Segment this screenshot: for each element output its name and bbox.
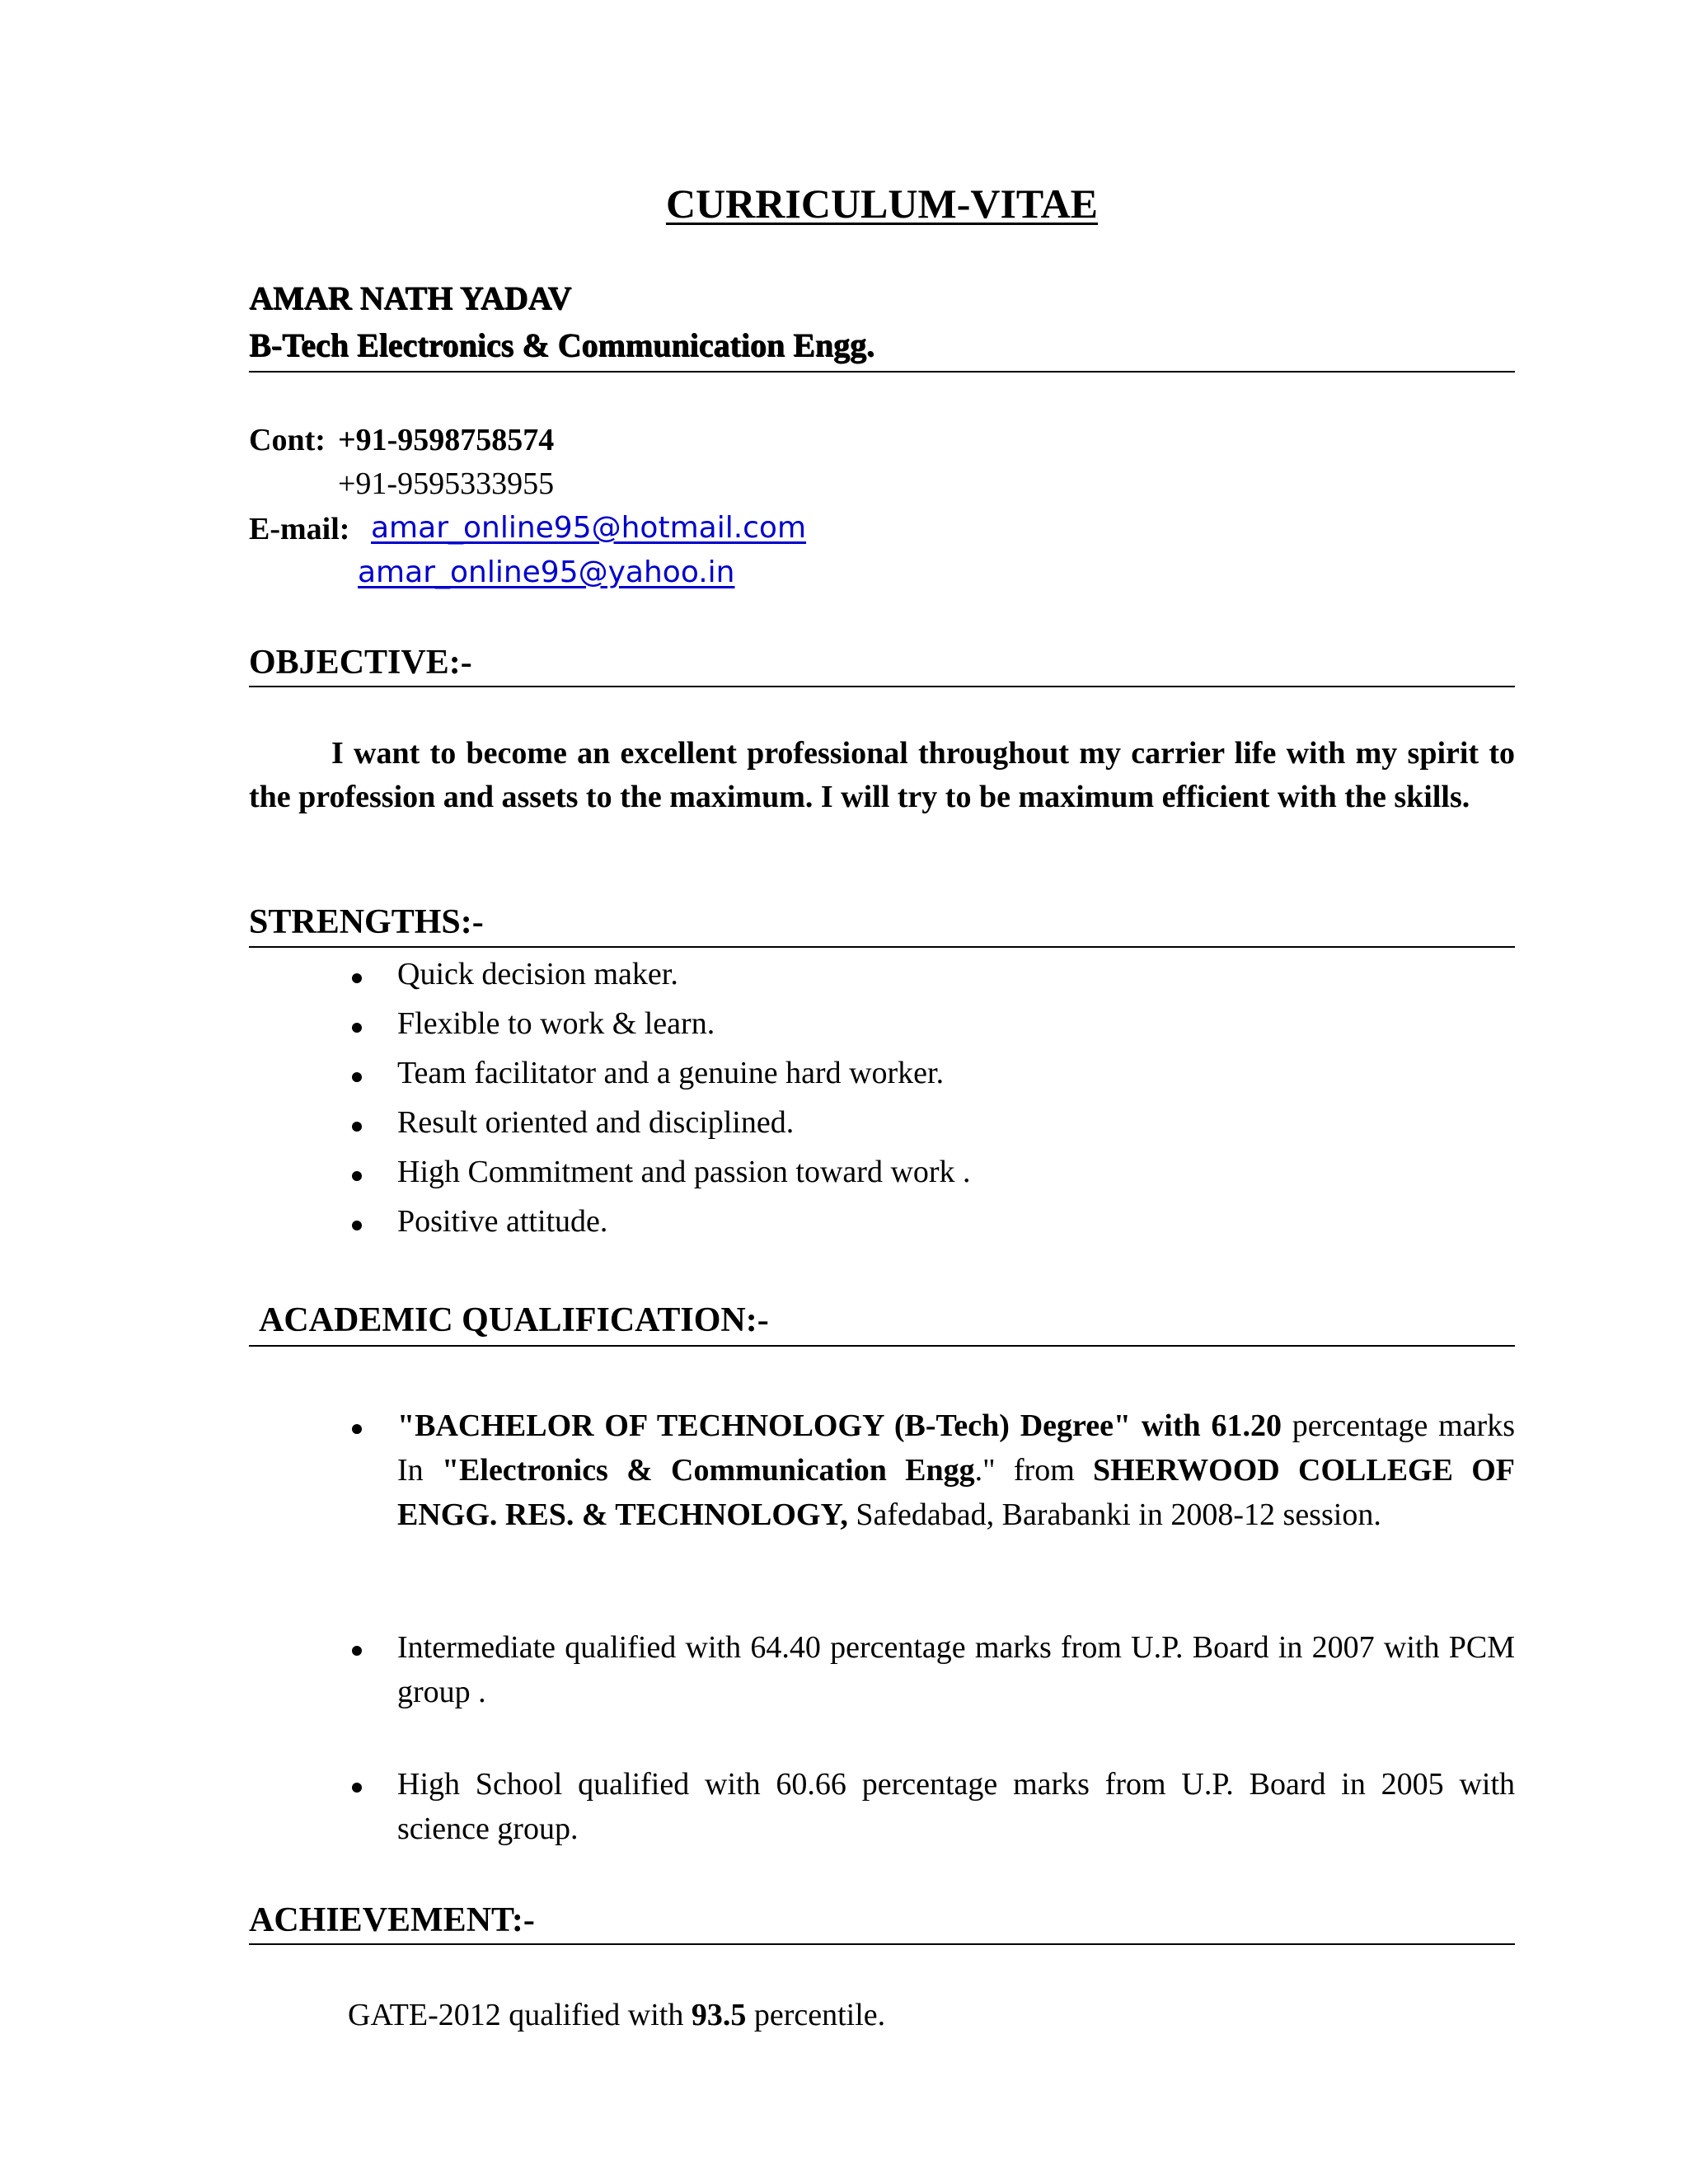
objective-heading: OBJECTIVE:- <box>249 644 472 682</box>
phone-label: Cont: <box>249 423 326 457</box>
email-label: E-mail: <box>249 512 350 546</box>
cv-page: CURRICULUM-VITAE AMAR NATH YADAV B-Tech Electronics & Communication Engg. Cont: +91-9598758574 +91-9595333955 E-mail: amar_online95@hotmail.com amar_online95@yahoo.in OBJECTIVE:- I want to become an excellent professional throughout my carrier life with my spirit to the profession and assets to the maximum. I will try to be maximum efficient with the skills. STRENGTHS:- Quick decision maker. Flexible to work & learn. Team facilitator and a genuine hard worker. Result oriented and disciplined. High Commitment and passion toward work . Positive attitude. ACADEMIC QUALIFICATION:- "BACHELOR OF TECHNOLOGY (B-Tech) Degree" with 61.20 percentage marks In "Electronics & Communication Engg." from SHERWOOD COLLEGE OF ENGG. RES. & TECHNOLOGY, Safedabad, Barabanki in 2008-12 session. Intermediate qualified with 64.40 percentage marks from U.P. Board in 2007 with PCM group . High School qualified with 60.66 percentage marks from U.P. Board in 2005 with science group. ACHIEVEMENT:- GATE-2012 qualified with 93.5 percentile. <box>0 0 1688 2184</box>
bullet-icon <box>352 973 362 983</box>
qualification-high-school: High School qualified with 60.66 percentage marks from U.P. Board in 2005 with science group. <box>397 1767 1515 1846</box>
bullet-icon <box>352 1424 362 1434</box>
bullet-icon <box>352 1072 362 1082</box>
document-title: CURRICULUM-VITAE <box>665 180 1099 227</box>
phone-secondary: +91-9595333955 <box>338 466 555 501</box>
email-secondary-link[interactable]: amar_online95@yahoo.in <box>358 555 735 589</box>
qualification-intermediate: Intermediate qualified with 64.40 percentage marks from U.P. Board in 2007 with PCM group . <box>397 1630 1515 1709</box>
bullet-icon <box>352 1221 362 1230</box>
achievement-heading: ACHIEVEMENT:- <box>249 1901 535 1939</box>
objective-text <box>249 732 1515 819</box>
phone-primary: +91-9598758574 <box>338 423 555 457</box>
gate-percentile: 93.5 <box>691 1998 747 2032</box>
achievement-rule <box>249 1943 1515 1945</box>
bullet-icon <box>352 1023 362 1033</box>
bullet-icon <box>352 1171 362 1181</box>
candidate-degree: B-Tech Electronics & Communication Engg. <box>249 326 874 363</box>
academic-heading: ACADEMIC QUALIFICATION:- <box>259 1301 769 1339</box>
academic-rule <box>249 1345 1515 1347</box>
achievement-text: GATE-2012 qualified with 93.5 percentile. <box>348 1998 886 2032</box>
bullet-icon <box>352 1646 362 1656</box>
header-rule <box>249 371 1515 373</box>
qualification-btech: "BACHELOR OF TECHNOLOGY (B-Tech) Degree" with 61.20 percentage marks In "Electronics & Communication Engg." from SHERWOOD COLLEGE OF ENGG. RES. & TECHNOLOGY, Safedabad, Barabanki in 2008-12 session. <box>397 1408 1515 1532</box>
strengths-heading: STRENGTHS:- <box>249 903 484 941</box>
bullet-icon <box>352 1783 362 1793</box>
strengths-rule <box>249 946 1515 948</box>
objective-body: I want to become an excellent professional throughout my carrier life with my spirit to the profession and assets to the maximum. I will try to be maximum efficient with the skills. <box>249 736 1515 814</box>
candidate-name: AMAR NATH YADAV <box>249 279 572 316</box>
bullet-icon <box>352 1122 362 1132</box>
objective-rule <box>249 686 1515 687</box>
email-primary-link[interactable]: amar_online95@hotmail.com <box>371 511 807 545</box>
